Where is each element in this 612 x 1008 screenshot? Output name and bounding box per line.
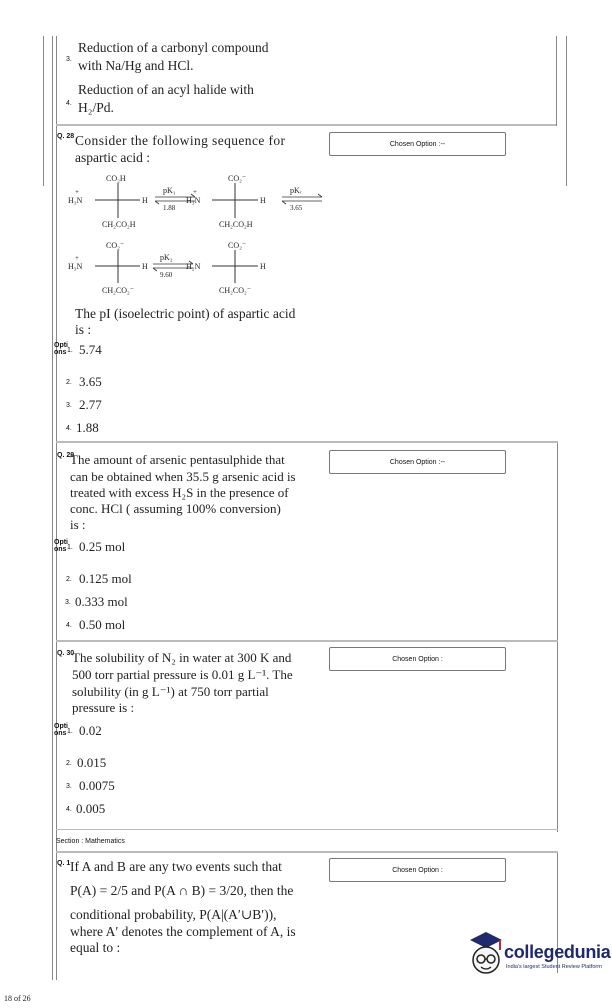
option-text: 0.015 — [77, 755, 107, 770]
question-number: Q. 29 — [57, 452, 75, 459]
collegedunia-logo — [466, 926, 611, 986]
option-number: 3. — [66, 783, 72, 790]
separator — [56, 124, 556, 126]
separator — [56, 829, 558, 830]
question-text-line: The pI (isoelectric point) of aspartic acid — [75, 306, 296, 321]
chem-label: 9.60 — [160, 271, 173, 279]
chem-label: CH₂CO₂⁻ — [102, 286, 135, 295]
chem-label: + — [75, 254, 79, 262]
question-text-line: conditional probability, P(A|(A′∪B′)), — [70, 907, 277, 922]
chem-label: CO₂⁻ — [106, 241, 125, 250]
question-text-line: aspartic acid : — [75, 150, 150, 165]
chem-label: + — [193, 188, 197, 196]
option-text-line: with Na/Hg and HCl. — [78, 58, 194, 73]
page-number: 18 of 26 — [4, 994, 31, 1003]
chem-label: H₃N — [68, 196, 83, 205]
option-text: 3.65 — [79, 374, 102, 389]
chem-label: 3.65 — [290, 204, 303, 212]
question-number: Q. 28 — [57, 133, 75, 140]
chem-label: CO₂⁻ — [228, 241, 247, 250]
chem-label: H₂N — [186, 262, 201, 271]
graduate-mascot-icon — [466, 926, 506, 982]
option-text-line: Reduction of an acyl halide with — [78, 82, 254, 97]
option-number: 4. — [66, 425, 72, 432]
question-text-line: 500 torr partial pressure is 0.01 g L⁻¹. The — [72, 667, 293, 682]
question-text-line: The solubility of N₂ in water at 300 K and — [72, 650, 292, 665]
separator — [56, 441, 558, 443]
option-text: 0.25 mol — [79, 539, 126, 554]
option-number: 3. — [66, 56, 72, 63]
question-text-line: The amount of arsenic pentasulphide that — [70, 452, 285, 467]
frame-right — [557, 443, 558, 643]
option-number: 1. — [67, 347, 73, 354]
option-text: 1.88 — [76, 420, 99, 435]
chem-label: CH₂CO₂⁻ — [219, 286, 252, 295]
question-text-line: where A′ denotes the complement of A, is — [70, 924, 296, 939]
brand-tagline: India's largest Student Review Platform — [506, 964, 602, 970]
option-number: 4. — [66, 622, 72, 629]
chem-label: pK₂ — [160, 253, 173, 262]
option-number: 2. — [66, 576, 72, 583]
frame-right — [557, 642, 558, 832]
chem-label: pKᵣ — [290, 186, 302, 195]
question-text-line: solubility (in g L⁻¹) at 750 torr partial — [72, 684, 269, 699]
chem-label: H — [260, 262, 266, 271]
chem-label: pK₁ — [163, 186, 176, 195]
option-text: 0.02 — [79, 723, 102, 738]
chosen-option-box[interactable]: Chosen Option : — [329, 858, 506, 882]
option-text-line: Reduction of a carbonyl compound — [78, 40, 269, 55]
question-text-line: is : — [70, 517, 86, 532]
chem-label: + — [75, 188, 79, 196]
question-text-line: P(A) = 2/5 and P(A ∩ B) = 3/20, then the — [70, 883, 294, 898]
option-text: 0.50 mol — [79, 617, 126, 632]
question-text-line: can be obtained when 35.5 g arsenic acid is — [70, 469, 296, 484]
separator — [56, 640, 558, 642]
chosen-option-box[interactable]: Chosen Option :-- — [329, 132, 506, 156]
options-label: Options — [54, 723, 68, 737]
question-text-line: Consider the following sequence for — [75, 133, 286, 148]
option-number: 3. — [66, 402, 72, 409]
option-text: 2.77 — [79, 397, 102, 412]
option-text: 0.125 mol — [79, 571, 132, 586]
chem-label: CH₂CO₂H — [219, 220, 253, 229]
option-number: 4. — [66, 806, 72, 813]
option-number: 1. — [67, 544, 73, 551]
chem-label: H — [142, 262, 148, 271]
chem-label: CH₂CO₂H — [102, 220, 136, 229]
option-text: 0.005 — [76, 801, 106, 816]
separator — [56, 851, 558, 853]
question-text-line: pressure is : — [72, 700, 135, 715]
chem-label: H₃N — [186, 196, 201, 205]
option-text: 0.333 mol — [75, 594, 128, 609]
option-text-line: H₂/Pd. — [78, 100, 114, 115]
question-text-line: equal to : — [70, 940, 121, 955]
chem-label: CO₂⁻ — [228, 174, 247, 183]
brand-name: collegedunia — [504, 942, 611, 962]
chem-label: H — [260, 196, 266, 205]
frame-right — [556, 36, 557, 126]
options-label: Options — [54, 539, 68, 553]
chem-label: H₃N — [68, 262, 83, 271]
option-number: 1. — [67, 728, 73, 735]
chem-label: CO₂H — [106, 174, 126, 183]
options-label: Options — [54, 342, 68, 356]
option-number: 3. — [65, 599, 71, 606]
question-text-line: is : — [75, 322, 92, 337]
option-number: 4. — [66, 100, 72, 107]
chem-label: 1.88 — [163, 204, 176, 212]
section-label: Section : Mathematics — [56, 838, 125, 845]
question-text-line: conc. HCl ( assuming 100% conversion) — [70, 501, 281, 516]
chem-label: H — [142, 196, 148, 205]
option-number: 2. — [66, 379, 72, 386]
question-number: Q. 1 — [57, 860, 71, 867]
option-text: 5.74 — [79, 342, 102, 357]
chosen-option-box[interactable]: Chosen Option :-- — [329, 450, 506, 474]
option-number: 2. — [66, 760, 72, 767]
option-text: 0.0075 — [79, 778, 115, 793]
frame-left — [52, 36, 53, 980]
question-text-line: If A and B are any two events such that — [70, 859, 282, 874]
frame-outer-left — [43, 36, 44, 186]
chosen-option-box[interactable]: Chosen Option : — [329, 647, 506, 671]
frame-outer-right — [566, 36, 567, 186]
question-number: Q. 30 — [57, 650, 75, 657]
question-text-line: treated with excess H₂S in the presence of — [70, 485, 289, 500]
